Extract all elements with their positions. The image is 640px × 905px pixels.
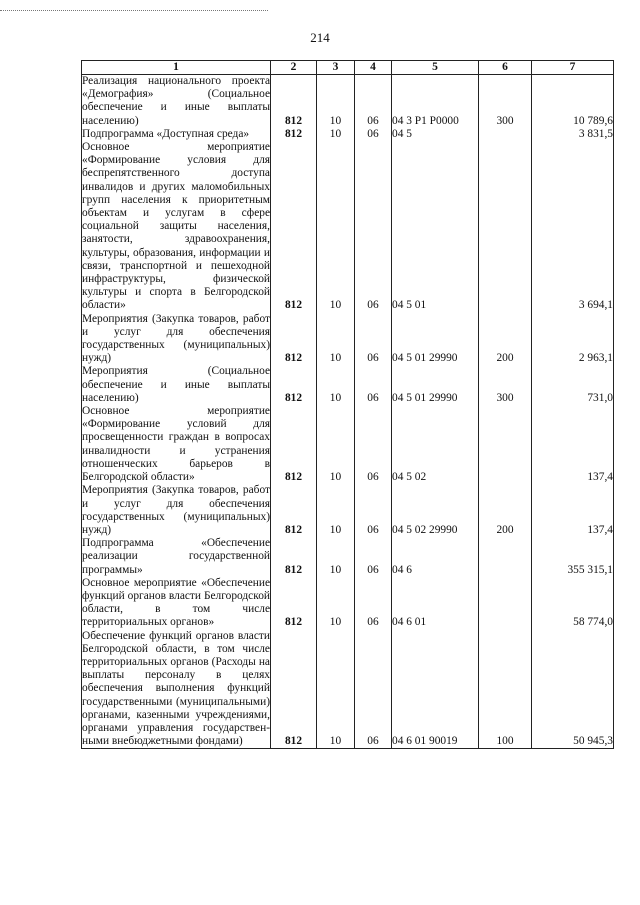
amount: 3 831,5 [532, 128, 614, 141]
row-description: Мероприятия (Закупка товаров, работ и услуг для обеспечения государственных (муниципальных) нужд) [82, 312, 270, 365]
admin-code: 812 [271, 128, 317, 141]
subsection-code: 06 [355, 313, 392, 366]
section-code: 10 [317, 537, 355, 577]
section-code: 10 [317, 141, 355, 313]
subsection-code: 06 [355, 405, 392, 484]
top-divider [0, 10, 268, 11]
amount: 2 963,1 [532, 313, 614, 366]
column-header-3: 3 [317, 61, 355, 75]
admin-code: 812 [271, 630, 317, 749]
target-article-code: 04 3 P1 P0000 [392, 75, 479, 128]
row-description: Мероприятия (Социальное обеспечение и иные выплаты населению) [82, 365, 270, 404]
expense-type-code [479, 141, 532, 313]
table-row [82, 577, 614, 630]
subsection-code: 06 [355, 484, 392, 537]
amount: 3 694,1 [532, 141, 614, 313]
table-row [82, 128, 614, 141]
expense-type-code: 300 [479, 365, 532, 405]
page-number: 214 [310, 30, 330, 45]
expense-type-code [479, 128, 532, 141]
target-article-code: 04 6 01 [392, 577, 479, 630]
row-description: Основное мероприятие «Обеспечение функций органов власти Белгородской области, в том числе территориальных органов» [82, 576, 270, 629]
row-description: Основное мероприятие «Формирование условия для беспрепятственного доступа инвалидов и других маломобильных групп населения к приоритетным объектам и услугам в сфере социальной защиты населения, занятости, здравоохранения, культуры, образования, информации и связи, транспортной и пешеходной инфраструктуры, физической культуры и спорта в Белгородской области» [82, 141, 270, 312]
target-article-code: 04 5 01 29990 [392, 313, 479, 366]
section-code: 10 [317, 365, 355, 405]
table-row [82, 313, 614, 366]
expense-type-code: 200 [479, 313, 532, 366]
row-description: Основное мероприятие «Формирование условий для просвещенности граждан в вопросах инвалидности и устранения отношенческих барьеров в Белгородской области» [82, 405, 270, 484]
table-row [82, 75, 614, 128]
column-header-5: 5 [392, 61, 479, 75]
amount: 731,0 [532, 365, 614, 405]
row-description: Подпрограмма «Обеспечение реализации государственной программы» [82, 537, 270, 576]
target-article-code: 04 5 01 [392, 141, 479, 313]
column-header-6: 6 [479, 61, 532, 75]
row-description: Реализация национального проекта «Демография» (Социальное обеспечение и иные выплаты населению) [82, 75, 270, 127]
amount: 50 945,3 [532, 630, 614, 749]
section-code: 10 [317, 75, 355, 128]
header-row [82, 61, 614, 75]
admin-code: 812 [271, 365, 317, 405]
expense-type-code [479, 405, 532, 484]
column-header-7: 7 [532, 61, 614, 75]
row-description: Обеспечение функций органов власти Белгородской области, в том числе территориальных органов (Расходы на выплаты персоналу в целях обеспечения выполнения функций государственными (муниципальными) органами, казенными учреждениями, органами управления государствен-ными внебюджетными фондами) [82, 629, 270, 748]
table-body [82, 75, 614, 749]
row-description: Мероприятия (Закупка товаров, работ и услуг для обеспечения государственных (муниципальных) нужд) [82, 484, 270, 536]
budget-table [81, 60, 614, 749]
admin-code: 812 [271, 141, 317, 313]
subsection-code: 06 [355, 577, 392, 630]
amount: 10 789,6 [532, 75, 614, 128]
section-code: 10 [317, 405, 355, 484]
section-code: 10 [317, 313, 355, 366]
table-row [82, 141, 614, 313]
target-article-code: 04 5 01 29990 [392, 365, 479, 405]
expense-type-code [479, 537, 532, 577]
target-article-code: 04 6 01 90019 [392, 630, 479, 749]
subsection-code: 06 [355, 365, 392, 405]
section-code: 10 [317, 630, 355, 749]
table-row [82, 630, 614, 749]
amount: 137,4 [532, 484, 614, 537]
expense-type-code [479, 577, 532, 630]
amount: 58 774,0 [532, 577, 614, 630]
expense-type-code: 300 [479, 75, 532, 128]
subsection-code: 06 [355, 630, 392, 749]
row-description: Подпрограмма «Доступная среда» [82, 128, 271, 141]
section-code: 10 [317, 577, 355, 630]
subsection-code: 06 [355, 128, 392, 141]
table-row [82, 405, 614, 484]
admin-code: 812 [271, 484, 317, 537]
amount: 137,4 [532, 405, 614, 484]
expense-type-code: 200 [479, 484, 532, 537]
section-code: 10 [317, 128, 355, 141]
target-article-code: 04 5 02 [392, 405, 479, 484]
section-code: 10 [317, 484, 355, 537]
table-row [82, 365, 614, 405]
column-header-2: 2 [271, 61, 317, 75]
subsection-code: 06 [355, 537, 392, 577]
table-row [82, 484, 614, 537]
expense-type-code: 100 [479, 630, 532, 749]
subsection-code: 06 [355, 141, 392, 313]
amount: 355 315,1 [532, 537, 614, 577]
admin-code: 812 [271, 577, 317, 630]
column-header-4: 4 [355, 61, 392, 75]
target-article-code: 04 6 [392, 537, 479, 577]
admin-code: 812 [271, 313, 317, 366]
admin-code: 812 [271, 537, 317, 577]
target-article-code: 04 5 02 29990 [392, 484, 479, 537]
column-header-1: 1 [82, 61, 271, 75]
admin-code: 812 [271, 75, 317, 128]
admin-code: 812 [271, 405, 317, 484]
table-row [82, 537, 614, 577]
subsection-code: 06 [355, 75, 392, 128]
target-article-code: 04 5 [392, 128, 479, 141]
